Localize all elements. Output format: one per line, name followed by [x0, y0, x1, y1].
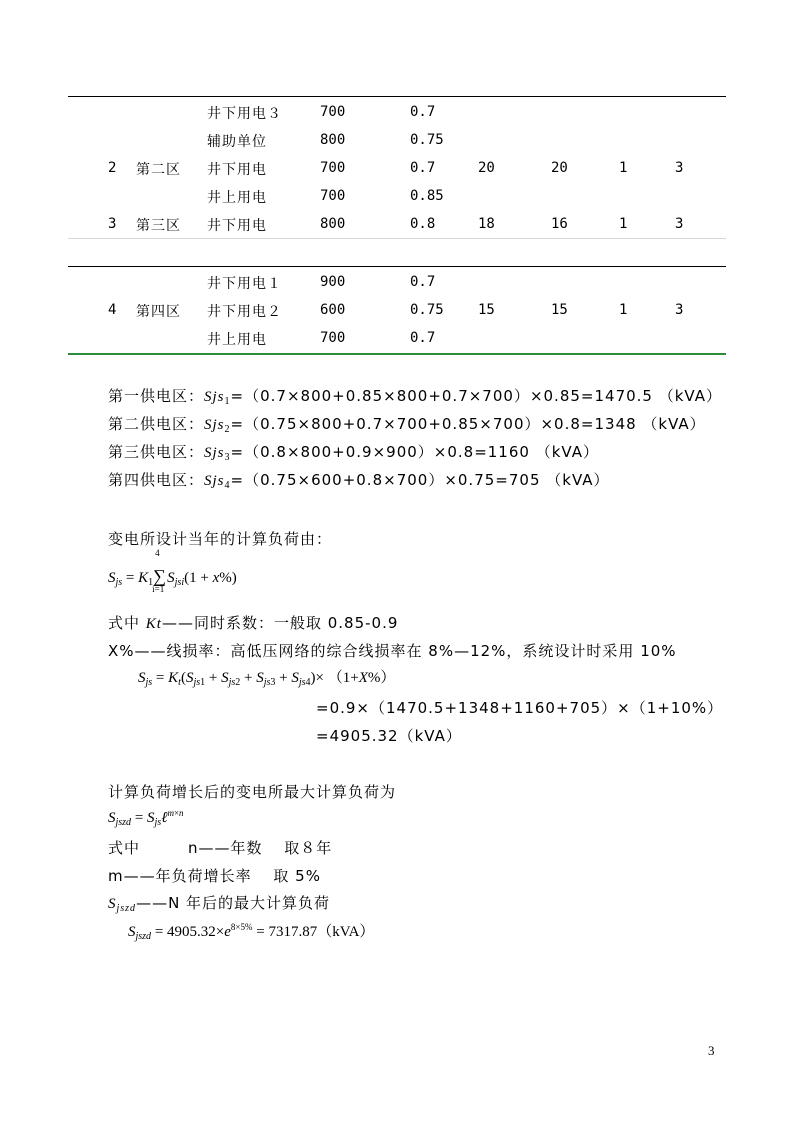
growth-formula: $S_{jszd}$ = $S_{js}\ell^{m\times n}$	[108, 808, 184, 828]
coef-cell: 0.7	[410, 104, 436, 120]
col4-cell: 3	[675, 216, 684, 232]
coef-cell: 0.75	[410, 302, 444, 318]
symbol: Sjs	[204, 389, 225, 405]
calc-intro: 变电所设计当年的计算负荷由：	[108, 530, 333, 548]
load-cell: 600	[320, 302, 346, 318]
page-number: 3	[708, 1043, 715, 1058]
coef-cell: 0.7	[410, 274, 436, 290]
no-cell: 4	[108, 302, 117, 318]
load-cell: 700	[320, 160, 346, 176]
m-definition: m——年负荷增长率 取 5%	[108, 867, 321, 885]
symbol: Sjs	[204, 473, 225, 489]
final-formula: $S_{jszd} = 4905.32\times e^{8\times 5\%} = 7317.87(kVA)$	[128, 922, 375, 942]
col2-cell: 20	[551, 160, 568, 176]
col2-cell: 15	[551, 302, 568, 318]
no-cell: 2	[108, 160, 117, 176]
sjszd-definition: $S_{jszd}——N$ 年后的最大计算负荷	[108, 894, 331, 914]
col1-cell: 18	[478, 216, 495, 232]
table-second-top-rule	[68, 266, 726, 267]
calc-step-2: =4905.32（kVA）	[316, 727, 462, 745]
col4-cell: 3	[675, 160, 684, 176]
col3-cell: 1	[619, 216, 628, 232]
zone-cell: 第三区	[136, 218, 181, 234]
supply-line-1	[108, 385, 722, 407]
subscript: 2	[224, 424, 231, 435]
col4-cell: 3	[675, 302, 684, 318]
item-cell: 井下用电２	[207, 304, 282, 320]
coef-cell: 0.75	[410, 132, 444, 148]
sum-formula: $S_{js} = K_1$ 4 ∑ i=1 $S_{jsi}(1 + x\%)$	[108, 548, 237, 594]
zone-cell: 第四区	[136, 304, 181, 320]
coef-cell: 0.7	[410, 330, 436, 346]
supply-label: 第三供电区：	[108, 443, 205, 461]
supply-line-2	[108, 413, 706, 435]
item-cell: 井上用电	[207, 332, 267, 348]
supply-label: 第四供电区：	[108, 471, 205, 489]
table-top-rule	[68, 96, 726, 97]
item-cell: 井上用电	[207, 190, 267, 206]
load-cell: 800	[320, 216, 346, 232]
load-cell: 700	[320, 188, 346, 204]
subscript: 1	[224, 396, 231, 407]
n-definition: 式中 n——年数 取８年	[108, 839, 333, 857]
load-cell: 800	[320, 132, 346, 148]
subscript: 4	[224, 480, 231, 491]
symbol: Sjs	[204, 417, 225, 433]
supply-label: 第一供电区：	[108, 387, 205, 405]
item-cell: 井下用电１	[207, 276, 282, 292]
table-page-break-rule	[68, 238, 726, 239]
supply-expression: =（0.7×800+0.85×800+0.7×700）×0.85=1470.5 （kVA）	[230, 387, 722, 405]
item-cell: 辅助单位	[207, 134, 267, 150]
col3-cell: 1	[619, 302, 628, 318]
col1-cell: 20	[478, 160, 495, 176]
load-cell: 700	[320, 330, 346, 346]
item-cell: 井下用电	[207, 162, 267, 178]
x-definition: X%——线损率：高低压网络的综合线损率在 8%—12%，系统设计时采用 10%	[108, 642, 677, 660]
item-cell: 井下用电３	[207, 106, 282, 122]
no-cell: 3	[108, 216, 117, 232]
col3-cell: 1	[619, 160, 628, 176]
col1-cell: 15	[478, 302, 495, 318]
calc-step-1: =0.9×（1470.5+1348+1160+705）×（1+10%）	[316, 699, 724, 717]
load-cell: 700	[320, 104, 346, 120]
expanded-formula: $S_{js} = K_t(S_{js1} + S_{js2} + S_{js3} + S_{js4})\times (1+X\%)$	[138, 670, 396, 688]
supply-expression: =（0.75×800+0.7×700+0.85×700）×0.8=1348 （kVA）	[230, 415, 706, 433]
growth-intro: 计算负荷增长后的变电所最大计算负荷为	[108, 783, 397, 801]
kt-definition: 式中 Kt——同时系数：一般取 0.85-0.9	[108, 614, 399, 632]
coef-cell: 0.85	[410, 188, 444, 204]
supply-line-3	[108, 441, 599, 463]
symbol: Sjs	[204, 445, 225, 461]
supply-label: 第二供电区：	[108, 415, 205, 433]
item-cell: 井下用电	[207, 218, 267, 234]
coef-cell: 0.8	[410, 216, 436, 232]
supply-line-4	[108, 469, 610, 491]
supply-expression: =（0.75×600+0.8×700）×0.75=705 （kVA）	[230, 471, 610, 489]
col2-cell: 16	[551, 216, 568, 232]
supply-expression: =（0.8×800+0.9×900）×0.8=1160 （kVA）	[230, 443, 599, 461]
table-bottom-rule	[68, 353, 726, 355]
coef-cell: 0.7	[410, 160, 436, 176]
zone-cell: 第二区	[136, 162, 181, 178]
subscript: 3	[224, 452, 231, 463]
load-cell: 900	[320, 274, 346, 290]
